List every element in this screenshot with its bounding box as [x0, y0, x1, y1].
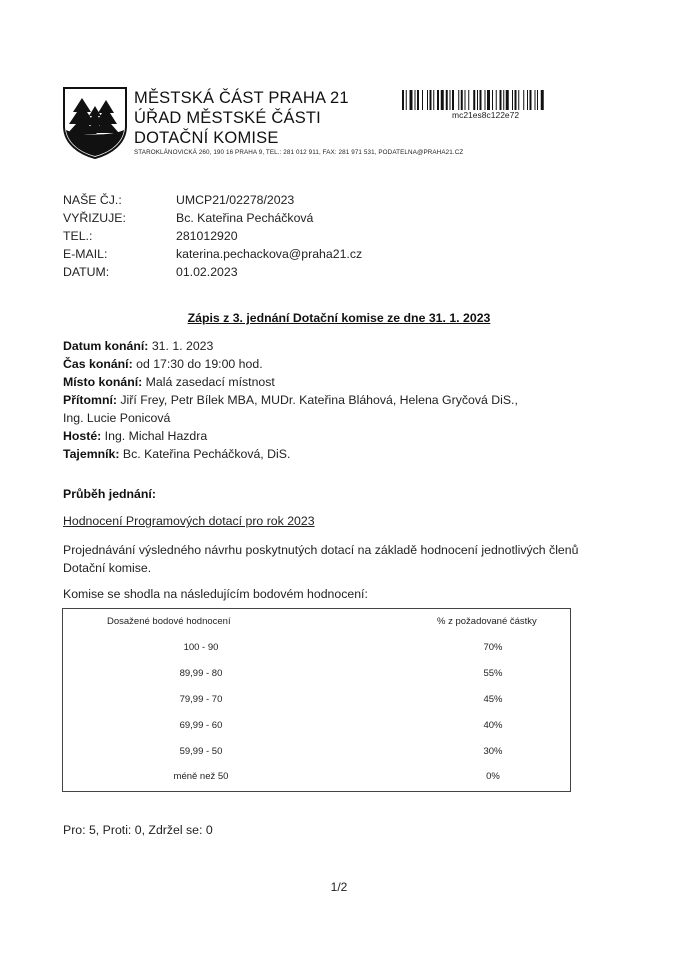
detail-time — [63, 355, 263, 374]
table-cell-score: 100 - 90 — [183, 642, 219, 653]
table-cell-percent: 30% — [483, 746, 503, 757]
detail-date-label: Datum konání: — [63, 339, 149, 353]
detail-place-value: Malá zasedací místnost — [142, 375, 275, 389]
detail-time-value: od 17:30 do 19:00 hod. — [132, 357, 263, 371]
page-number: 1/2 — [330, 880, 348, 894]
table-cell-score: méně než 50 — [173, 771, 229, 782]
table-cell-score: 59,99 - 50 — [179, 746, 223, 757]
table-cell-percent: 40% — [483, 720, 503, 731]
meta-value-phone: 281012920 — [176, 229, 238, 243]
detail-guests-label: Hosté: — [63, 429, 102, 443]
detail-present-value: Jiří Frey, Petr Bílek MBA, MUDr. Kateřina Bláhová, Helena Gryčová DiS., — [116, 393, 518, 407]
coat-of-arms-trees-icon — [62, 86, 128, 160]
detail-place — [63, 373, 275, 392]
org-name-line1: MĚSTSKÁ ČÁST PRAHA 21 — [134, 89, 349, 107]
progress-heading: Průběh jednání: — [63, 487, 156, 501]
score-table — [62, 608, 571, 792]
org-address: STAROKLÁNOVICKÁ 260, 190 16 PRAHA 9, TEL.: 281 012 911, FAX: 281 971 531, PODATELNA@PRAHA21.CZ — [134, 149, 464, 156]
table-header-percent: % z požadované částky — [437, 616, 537, 627]
table-cell-percent: 45% — [483, 694, 503, 705]
table-cell-score: 79,99 - 70 — [179, 694, 223, 705]
org-name-line2: ÚŘAD MĚSTSKÉ ČÁSTI — [134, 109, 321, 127]
table-cell-percent: 0% — [486, 771, 500, 782]
detail-date-value: 31. 1. 2023 — [148, 339, 214, 353]
meta-value-ref: UMCP21/02278/2023 — [176, 193, 295, 207]
table-cell-score: 89,99 - 80 — [179, 668, 223, 679]
detail-place-label: Místo konání: — [63, 375, 143, 389]
meta-label-date: DATUM: — [63, 265, 110, 279]
meta-label-handler: VYŘIZUJE: — [63, 211, 126, 225]
barcode-code: mc21es8c122e72 — [452, 110, 520, 120]
meta-value-email: katerina.pechackova@praha21.cz — [176, 247, 363, 261]
agreement-text: Komise se shodla na následujícím bodovém hodnocení: — [63, 587, 368, 601]
section-heading: Hodnocení Programových dotací pro rok 2023 — [63, 514, 315, 528]
detail-present-label: Přítomní: — [63, 393, 117, 407]
table-header-score: Dosažené bodové hodnocení — [107, 616, 231, 627]
barcode — [402, 90, 588, 110]
detail-date — [63, 337, 213, 356]
detail-guests-value: Ing. Michal Hazdra — [101, 429, 208, 443]
detail-secretary-label: Tajemník: — [63, 447, 120, 461]
vote-result: Pro: 5, Proti: 0, Zdržel se: 0 — [63, 823, 213, 837]
detail-present-cont: Ing. Lucie Ponicová — [63, 411, 171, 425]
detail-time-label: Čas konání: — [63, 357, 133, 371]
org-name-line3: DOTAČNÍ KOMISE — [134, 129, 279, 147]
table-cell-percent: 55% — [483, 668, 503, 679]
detail-present — [63, 391, 518, 410]
table-cell-percent: 70% — [483, 642, 503, 653]
detail-secretary-value: Bc. Kateřina Pecháčková, DiS. — [119, 447, 291, 461]
meta-label-email: E-MAIL: — [63, 247, 108, 261]
detail-guests — [63, 427, 207, 446]
meta-value-handler: Bc. Kateřina Pecháčková — [176, 211, 314, 225]
document-title: Zápis z 3. jednání Dotační komise ze dne 31. 1. 2023 — [187, 311, 491, 325]
table-cell-score: 69,99 - 60 — [179, 720, 223, 731]
detail-secretary — [63, 445, 290, 464]
meta-label-ref: NAŠE ČJ.: — [63, 193, 122, 207]
meta-value-date: 01.02.2023 — [176, 265, 238, 279]
paragraph: Projednávání výsledného návrhu poskytnutých dotací na základě hodnocení jednotlivých členů Dotační komise. — [63, 543, 579, 575]
meta-label-phone: TEL.: — [63, 229, 93, 243]
